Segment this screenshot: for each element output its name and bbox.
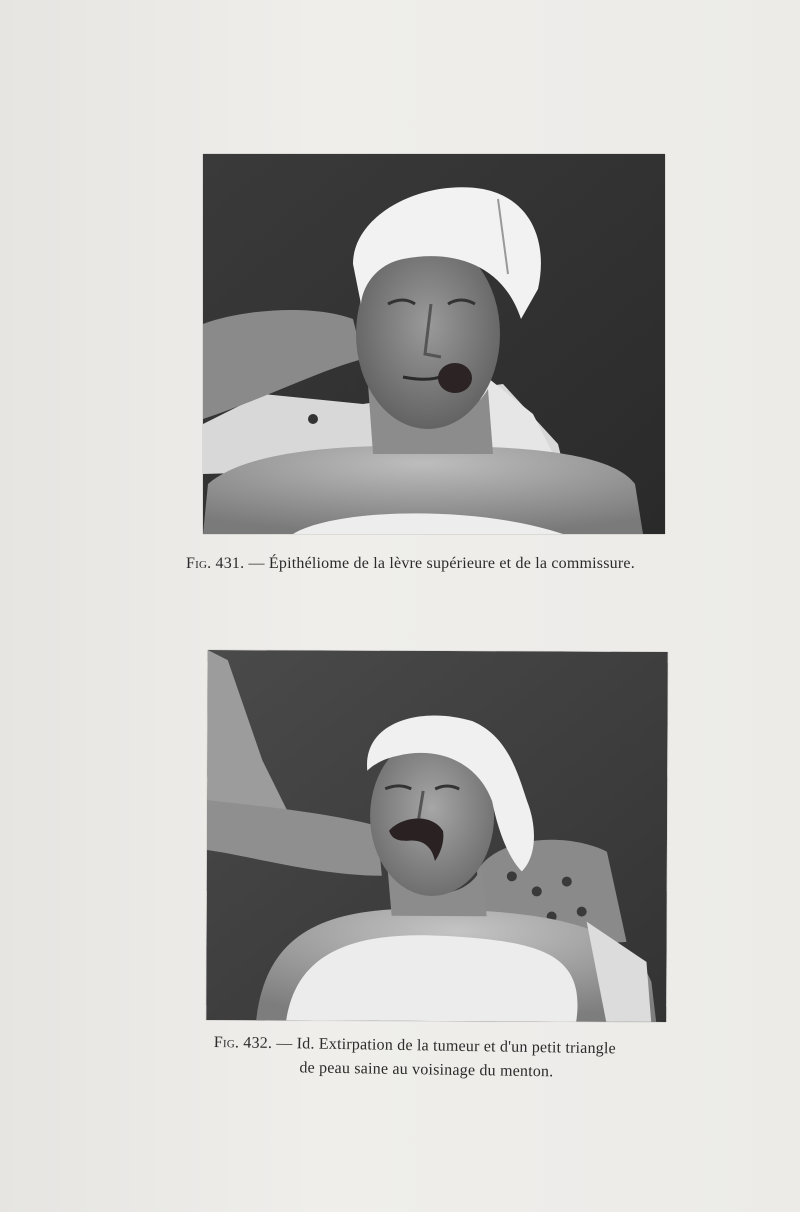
figure-432-number: Fig. 432.	[213, 1033, 273, 1052]
figure-432-caption-line-1: — Id. Extirpation de la tumeur et d'un petit triangle	[276, 1034, 617, 1058]
figure-431-caption	[186, 555, 635, 573]
figure-431-caption-text: — Épithéliome de la lèvre supérieure et de la commissure.	[248, 555, 635, 572]
figure-432-caption	[213, 1031, 616, 1085]
figure-432-caption-line-2: de peau saine au voisinage du menton.	[299, 1059, 554, 1081]
figure-432-photo	[206, 650, 668, 1022]
figure-431-number: Fig. 431.	[186, 555, 245, 572]
figure-431-photo	[203, 154, 665, 534]
